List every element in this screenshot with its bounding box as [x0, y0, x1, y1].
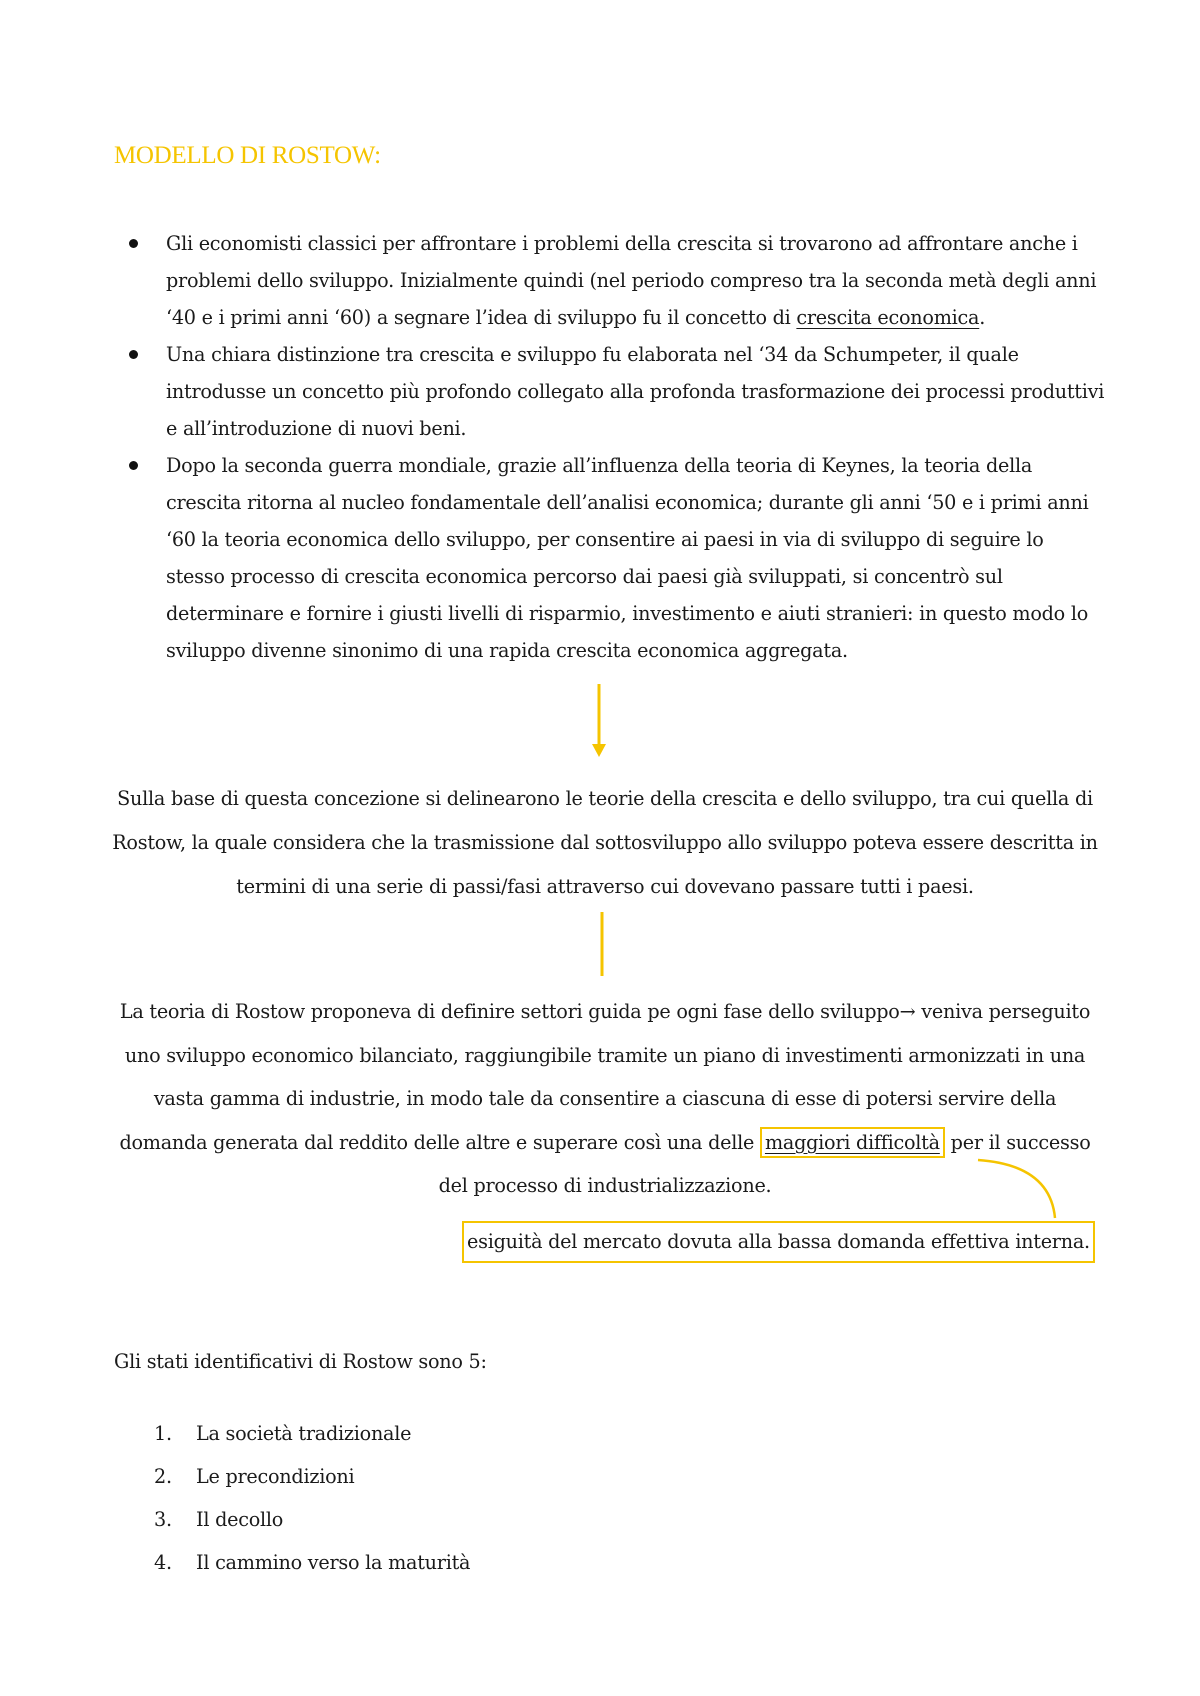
- highlighted-phrase: maggiori difficoltà: [760, 1127, 945, 1158]
- paragraph-rostow-intro: Sulla base di questa concezione si delinearono le teorie della crescita e dello sviluppo, tra cui quella di Rostow, la quale considera che la trasmissione dal sottosviluppo allo sviluppo poteva essere descritta in termini di una serie di passi/fasi attraverso cui dovevano passare tutti i paesi.: [112, 787, 1098, 898]
- stage-number: 1.: [154, 1422, 172, 1445]
- curved-connector: [978, 1160, 1055, 1218]
- stage-number: 4.: [154, 1551, 172, 1574]
- callout-box: esiguità del mercato dovuta alla bassa domanda effettiva interna.: [462, 1221, 1095, 1263]
- paragraph-text: La teoria di Rostow proponeva di definire settori guida pe ogni fase dello sviluppo: [119, 1000, 900, 1023]
- paragraph-text: veniva perseguito uno sviluppo economico bilanciato, raggiungibile tramite un piano di investimenti armonizzati in una vasta gamma di industrie, in modo tale da consentire a ciascuna di esse di potersi servire della domanda generata dal reddito delle altre e superare così una delle: [119, 1000, 1091, 1154]
- down-arrow-icon: [592, 684, 606, 757]
- stage-label: Le precondizioni: [196, 1465, 355, 1488]
- bullet-text: Gli economisti classici per affrontare i problemi della crescita si trovarono ad affrontare anche i problemi dello sviluppo. Inizialmente quindi (nel periodo compreso tra la seconda metà degli anni ‘40 e i primi anni ‘60) a segnare l’idea di sviluppo fu il concetto di: [166, 232, 1097, 329]
- paragraph-text: per il successo del processo di industrializzazione.: [438, 1130, 1091, 1197]
- arrow-symbol: →: [899, 1000, 916, 1023]
- stage-label: La società tradizionale: [196, 1422, 412, 1445]
- bullet-text-end: .: [979, 306, 986, 329]
- document-title: MODELLO DI ROSTOW:: [114, 142, 381, 169]
- underlined-term: crescita economica: [796, 306, 980, 329]
- bullet-text: Una chiara distinzione tra crescita e sviluppo fu elaborata nel ‘34 da Schumpeter, il quale introdusse un concetto più profondo collegato alla profonda trasformazione dei processi produttivi e all’introduzione di nuovi beni.: [166, 343, 1105, 440]
- stages-intro: Gli stati identificativi di Rostow sono 5:: [114, 1350, 487, 1373]
- bullet-text: Dopo la seconda guerra mondiale, grazie all’influenza della teoria di Keynes, la teoria della crescita ritorna al nucleo fondamentale dell’analisi economica; durante gli anni ‘50 e i primi anni ‘60 la teoria economica dello sviluppo, per consentire ai paesi in via di sviluppo di seguire lo stesso processo di crescita economica percorso dai paesi già sviluppati, si concentrò sul determinare e fornire i giusti livelli di risparmio, investimento e aiuti stranieri: in questo modo lo sviluppo divenne sinonimo di una rapida crescita economica aggregata.: [166, 454, 1089, 662]
- stage-number: 2.: [154, 1465, 172, 1488]
- stage-label: Il decollo: [196, 1508, 284, 1531]
- stage-number: 3.: [154, 1508, 172, 1531]
- stage-label: Il cammino verso la maturità: [196, 1551, 471, 1574]
